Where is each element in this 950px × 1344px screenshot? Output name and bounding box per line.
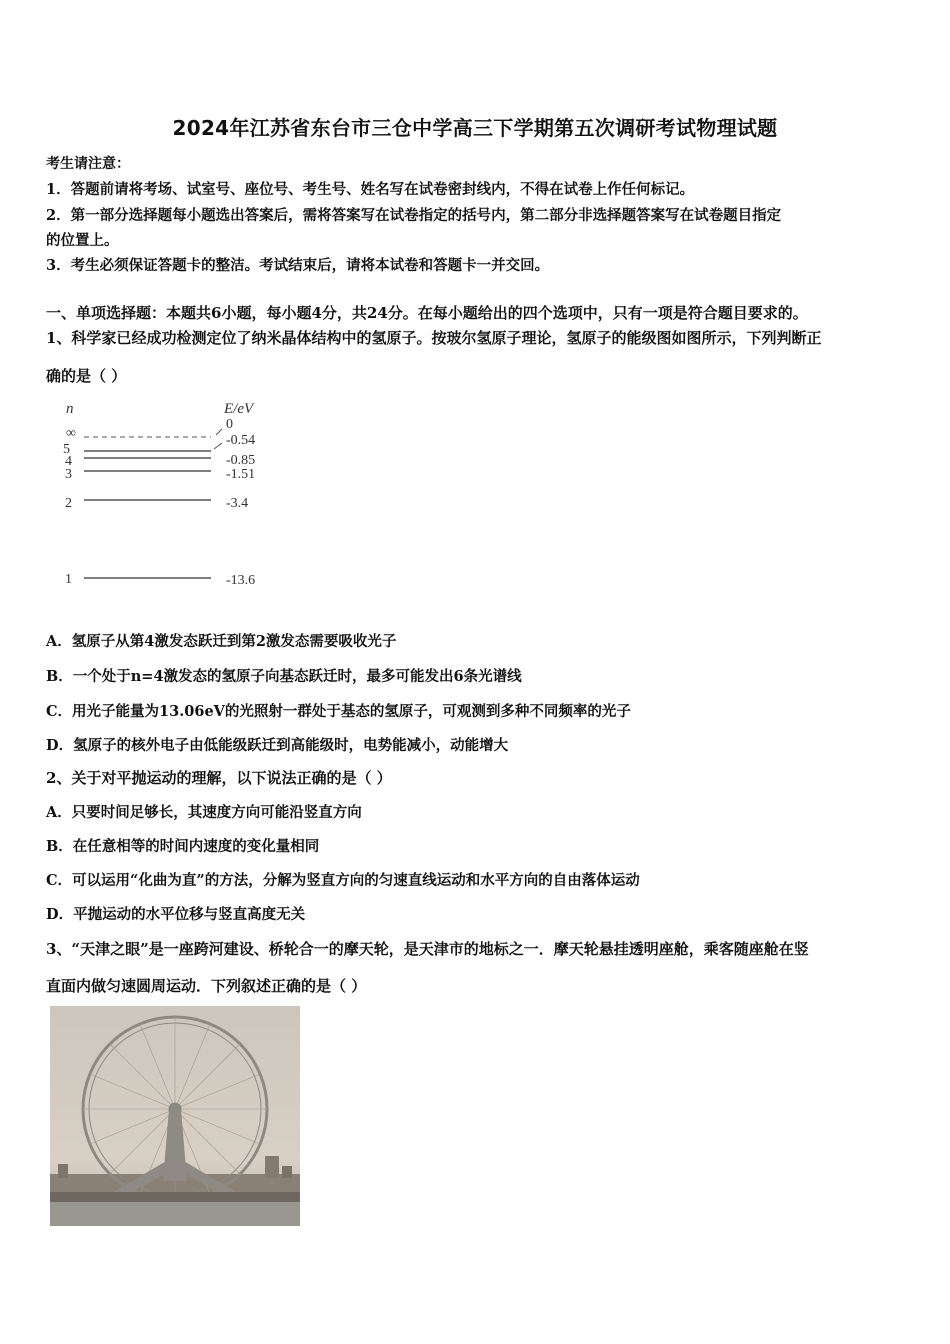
option-a: A．只要时间足够长，其速度方向可能沿竖直方向: [46, 804, 362, 821]
notice-item: 3．考生必须保证答题卡的整洁。考试结束后，请将本试卷和答题卡一并交回。: [46, 257, 550, 274]
option-b: B．在任意相等的时间内速度的变化量相同: [46, 838, 320, 855]
notice-item: 2．第一部分选择题每小题选出答案后，需将答案写在试卷指定的括号内，第二部分非选择题答案写在试卷题目指定: [46, 207, 782, 224]
level-energy-label: -1.51: [226, 467, 256, 482]
question-1-stem: 1、科学家已经成功检测定位了纳米晶体结构中的氢原子。按玻尔氢原子理论，氢原子的能级图如图所示，下列判断正: [46, 329, 822, 347]
page-title: 2024年江苏省东台市三仓中学高三下学期第五次调研考试物理试题: [172, 116, 778, 140]
leader-line: [216, 429, 222, 435]
question-3-stem-cont: 直面内做匀速圆周运动．下列叙述正确的是（ ）: [46, 977, 367, 995]
ferris-wheel-photo: [50, 1006, 300, 1226]
level-n-label: 3: [65, 467, 72, 482]
level-n-label: 2: [65, 496, 72, 511]
question-3-stem: 3、“天津之眼”是一座跨河建设、桥轮合一的摩天轮，是天津市的地标之一．摩天轮悬挂透明座舱，乘客随座舱在竖: [46, 940, 809, 958]
option-a: A．氢原子从第4激发态跃迁到第2激发态需要吸收光子: [46, 633, 397, 650]
option-c: C．用光子能量为13.06eV的光照射一群处于基态的氢原子，可观测到多种不同频率的光子: [46, 703, 631, 720]
level-n-label: 4: [65, 454, 72, 469]
level-energy-label: 0: [226, 417, 233, 432]
level-energy-label: -13.6: [226, 573, 256, 588]
option-b: B．一个处于n=4激发态的氢原子向基态跃迁时，最多可能发出6条光谱线: [46, 668, 522, 685]
n-axis-label: n: [66, 401, 74, 417]
river-water: [50, 1202, 300, 1226]
level-energy-label: -0.54: [226, 433, 256, 448]
energy-level-diagram: [46, 395, 296, 595]
option-c: C．可以运用“化曲为直”的方法，分解为竖直方向的匀速直线运动和水平方向的自由落体运动: [46, 872, 640, 889]
notice-item: 的位置上。: [46, 232, 119, 249]
energy-axis-label: E/eV: [224, 401, 254, 417]
level-n-label: 1: [65, 572, 72, 587]
question-1-stem-cont: 确的是（ ）: [46, 367, 127, 385]
notes-heading: 考生请注意：: [46, 156, 130, 172]
level-n-label: 5: [63, 442, 70, 457]
question-2-stem: 2、关于对平抛运动的理解，以下说法正确的是（ ）: [46, 769, 392, 787]
leader-line: [214, 443, 222, 449]
section-heading: 一、单项选择题：本题共6小题，每小题4分，共24分。在每小题给出的四个选项中，只有一项是符合题目要求的。: [46, 304, 808, 322]
option-d: D．氢原子的核外电子由低能级跃迁到高能级时，电势能减小，动能增大: [46, 737, 509, 754]
option-d: D．平抛运动的水平位移与竖直高度无关: [46, 906, 306, 923]
level-energy-label: -0.85: [226, 453, 256, 468]
level-energy-label: -3.4: [226, 496, 249, 511]
notice-item: 1．答题前请将考场、试室号、座位号、考生号、姓名写在试卷密封线内，不得在试卷上作任何标记。: [46, 181, 695, 198]
bridge-deck: [50, 1192, 300, 1202]
level-n-label: ∞: [66, 426, 76, 441]
